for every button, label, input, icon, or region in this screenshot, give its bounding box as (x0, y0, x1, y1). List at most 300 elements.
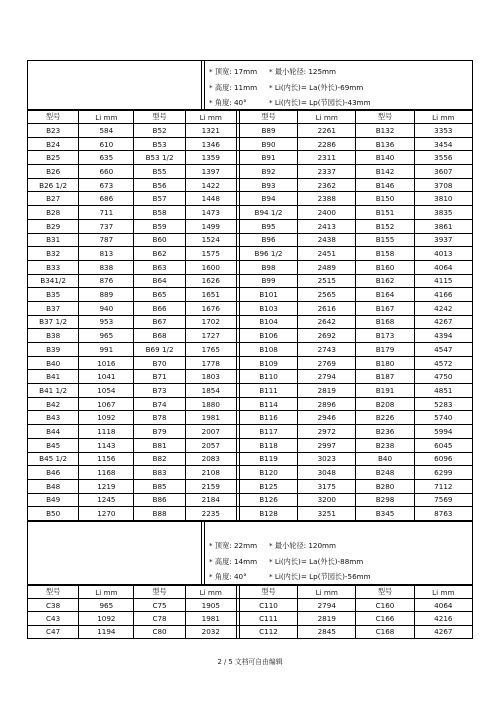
model-cell: B65 (134, 288, 185, 302)
model-cell: B52 (134, 124, 185, 138)
table-row (28, 438, 473, 452)
length-cell: 2692 (298, 329, 356, 343)
model-cell: B109 (239, 356, 297, 370)
model-cell: B25 (28, 151, 79, 165)
table-row (28, 479, 473, 493)
length-cell: 2896 (298, 397, 356, 411)
header-cell: 型号 (28, 586, 79, 599)
length-cell: 4115 (414, 274, 472, 288)
length-cell: 2743 (298, 343, 356, 357)
length-cell: 5283 (414, 397, 472, 411)
model-cell: B110 (239, 370, 297, 384)
model-cell: B44 (28, 425, 79, 439)
length-cell: 4851 (414, 384, 472, 398)
length-cell: 3708 (414, 178, 472, 192)
spec-left: * 高度: 11mm (209, 82, 258, 92)
table-row (28, 612, 473, 625)
header-cell: 型号 (356, 586, 414, 599)
model-cell: B180 (356, 356, 414, 370)
model-cell: B208 (356, 397, 414, 411)
table-row (28, 370, 473, 384)
length-cell: 2108 (185, 466, 236, 480)
length-cell: 1702 (185, 315, 236, 329)
length-cell: 2972 (298, 425, 356, 439)
length-cell: 1448 (185, 192, 236, 206)
model-cell: B59 (134, 219, 185, 233)
spec-line (209, 80, 472, 96)
length-cell: 3353 (414, 124, 472, 138)
model-cell: B86 (134, 493, 185, 507)
length-cell: 1156 (79, 452, 134, 466)
model-cell: B27 (28, 192, 79, 206)
model-cell: B60 (134, 233, 185, 247)
length-cell: 1651 (185, 288, 236, 302)
table-row (28, 247, 473, 261)
model-cell: B160 (356, 260, 414, 274)
length-cell: 889 (79, 288, 134, 302)
length-cell: 1270 (79, 507, 134, 521)
length-cell: 2489 (298, 260, 356, 274)
length-cell: 4216 (414, 612, 472, 625)
model-cell: B167 (356, 301, 414, 315)
length-cell: 584 (79, 124, 134, 138)
model-cell: B24 (28, 137, 79, 151)
model-cell: B136 (356, 137, 414, 151)
length-cell: 1092 (79, 411, 134, 425)
model-cell: B280 (356, 479, 414, 493)
model-cell: B70 (134, 356, 185, 370)
length-cell: 4547 (414, 343, 472, 357)
model-cell: C160 (356, 599, 414, 612)
model-cell: C43 (28, 612, 79, 625)
length-cell: 3835 (414, 206, 472, 220)
model-cell: B79 (134, 425, 185, 439)
model-cell: B69 1/2 (134, 343, 185, 357)
length-cell: 2057 (185, 438, 236, 452)
length-cell: 991 (79, 343, 134, 357)
model-cell: B89 (239, 124, 297, 138)
model-cell: B46 (28, 466, 79, 480)
model-cell: B40 (356, 452, 414, 466)
model-cell: B39 (28, 343, 79, 357)
length-cell: 711 (79, 206, 134, 220)
length-cell: 2642 (298, 315, 356, 329)
model-cell: B66 (134, 301, 185, 315)
length-cell: 838 (79, 260, 134, 274)
table-row (28, 137, 473, 151)
model-cell: B74 (134, 397, 185, 411)
spec-right: * Li(内长)= Lp(节园长)-43mm (269, 98, 371, 107)
spec-right: * 最小轮径: 120mm (269, 541, 337, 550)
section1-belt-table (27, 110, 473, 521)
length-cell: 635 (79, 151, 134, 165)
table-row (28, 124, 473, 138)
length-cell: 1168 (79, 466, 134, 480)
length-cell: 2819 (298, 612, 356, 625)
spec-left: * 高度: 14mm (209, 556, 258, 566)
model-cell: B90 (239, 137, 297, 151)
page-footer: 2 / 5 文档可自由编辑 (217, 658, 283, 666)
length-cell: 1041 (79, 370, 134, 384)
model-cell: B41 1/2 (28, 384, 79, 398)
model-cell: B94 (239, 192, 297, 206)
length-cell: 2007 (185, 425, 236, 439)
header-cell: 型号 (356, 111, 414, 124)
model-cell: B96 1/2 (239, 247, 297, 261)
length-cell: 1676 (185, 301, 236, 315)
length-cell: 3607 (414, 165, 472, 179)
length-cell: 6045 (414, 438, 472, 452)
length-cell: 5994 (414, 425, 472, 439)
header-cell: 型号 (28, 111, 79, 124)
length-cell: 2845 (298, 625, 356, 638)
length-cell: 1765 (185, 343, 236, 357)
length-cell: 3454 (414, 137, 472, 151)
model-cell: B45 (28, 438, 79, 452)
length-cell: 1499 (185, 219, 236, 233)
model-cell: B341/2 (28, 274, 79, 288)
header-cell: 型号 (239, 111, 297, 124)
model-cell: C168 (356, 625, 414, 638)
table-row (28, 233, 473, 247)
spec-line (209, 569, 472, 585)
table-header-row (28, 586, 473, 599)
model-cell: B298 (356, 493, 414, 507)
length-cell: 3175 (298, 479, 356, 493)
length-cell: 2794 (298, 599, 356, 612)
model-cell: C166 (356, 612, 414, 625)
length-cell: 673 (79, 178, 134, 192)
model-cell: B62 (134, 247, 185, 261)
model-cell: B92 (239, 165, 297, 179)
model-cell: B140 (356, 151, 414, 165)
length-cell: 2159 (185, 479, 236, 493)
length-cell: 1092 (79, 612, 134, 625)
model-cell: B53 1/2 (134, 151, 185, 165)
model-cell: B173 (356, 329, 414, 343)
model-cell: B126 (239, 493, 297, 507)
model-cell: B151 (356, 206, 414, 220)
length-cell: 2184 (185, 493, 236, 507)
model-cell: B114 (239, 397, 297, 411)
header-cell: 型号 (134, 111, 185, 124)
length-cell: 1880 (185, 397, 236, 411)
model-cell: B191 (356, 384, 414, 398)
column-divider (201, 522, 205, 584)
model-cell: B88 (134, 507, 185, 521)
spec-line (209, 538, 472, 554)
model-cell: B49 (28, 493, 79, 507)
model-cell: B83 (134, 466, 185, 480)
model-cell: B94 1/2 (239, 206, 297, 220)
length-cell: 1575 (185, 247, 236, 261)
length-cell: 1143 (79, 438, 134, 452)
length-cell: 1600 (185, 260, 236, 274)
spec-left: * 角度: 40° (209, 98, 247, 107)
model-cell: B179 (356, 343, 414, 357)
length-cell: 2032 (185, 625, 236, 638)
model-cell: B32 (28, 247, 79, 261)
model-cell: B95 (239, 219, 297, 233)
length-cell: 1245 (79, 493, 134, 507)
header-cell: Li mm (79, 586, 134, 599)
length-cell: 3810 (414, 192, 472, 206)
model-cell: B56 (134, 178, 185, 192)
model-cell: B150 (356, 192, 414, 206)
length-cell: 2819 (298, 384, 356, 398)
length-cell: 2794 (298, 370, 356, 384)
column-divider (201, 61, 205, 109)
length-cell: 1981 (185, 411, 236, 425)
table-row (28, 260, 473, 274)
model-cell: B118 (239, 438, 297, 452)
length-cell: 2413 (298, 219, 356, 233)
length-cell: 2997 (298, 438, 356, 452)
table-row (28, 452, 473, 466)
table-row (28, 192, 473, 206)
spec-right: * Li(内长)= La(外长)-69mm (269, 82, 364, 92)
model-cell: B48 (28, 479, 79, 493)
table-row (28, 151, 473, 165)
model-cell: B43 (28, 411, 79, 425)
model-cell: B119 (239, 452, 297, 466)
length-cell: 8763 (414, 507, 472, 521)
model-cell: B146 (356, 178, 414, 192)
length-cell: 953 (79, 315, 134, 329)
model-cell: B67 (134, 315, 185, 329)
model-cell: B226 (356, 411, 414, 425)
model-cell: B187 (356, 370, 414, 384)
model-cell: B248 (356, 466, 414, 480)
model-cell: C80 (134, 625, 185, 638)
model-cell: C75 (134, 599, 185, 612)
model-cell: B85 (134, 479, 185, 493)
model-cell: B91 (239, 151, 297, 165)
header-cell: 型号 (134, 586, 185, 599)
spec-right: * Li(内长)= La(外长)-88mm (269, 556, 364, 566)
length-cell: 1803 (185, 370, 236, 384)
model-cell: B37 (28, 301, 79, 315)
table-row (28, 206, 473, 220)
model-cell: B63 (134, 260, 185, 274)
model-cell: B33 (28, 260, 79, 274)
spec-line (209, 95, 472, 111)
length-cell: 7112 (414, 479, 472, 493)
table-row (28, 329, 473, 343)
model-cell: B26 1/2 (28, 178, 79, 192)
length-cell: 1422 (185, 178, 236, 192)
model-cell: B345 (356, 507, 414, 521)
model-cell: B82 (134, 452, 185, 466)
table-row (28, 466, 473, 480)
length-cell: 4394 (414, 329, 472, 343)
model-cell: B64 (134, 274, 185, 288)
header-cell: Li mm (185, 111, 236, 124)
table-row (28, 274, 473, 288)
model-cell: B81 (134, 438, 185, 452)
length-cell: 787 (79, 233, 134, 247)
model-cell: B99 (239, 274, 297, 288)
length-cell: 1194 (79, 625, 134, 638)
model-cell: B152 (356, 219, 414, 233)
length-cell: 2362 (298, 178, 356, 192)
model-cell: C38 (28, 599, 79, 612)
header-cell: Li mm (79, 111, 134, 124)
header-cell: Li mm (185, 586, 236, 599)
length-cell: 3023 (298, 452, 356, 466)
length-cell: 1346 (185, 137, 236, 151)
table-row (28, 507, 473, 521)
length-cell: 5740 (414, 411, 472, 425)
model-cell: B168 (356, 315, 414, 329)
section2-specs (209, 538, 472, 585)
table-row (28, 625, 473, 638)
length-cell: 7569 (414, 493, 472, 507)
length-cell: 3556 (414, 151, 472, 165)
model-cell: B40 (28, 356, 79, 370)
length-cell: 2946 (298, 411, 356, 425)
length-cell: 2286 (298, 137, 356, 151)
length-cell: 4064 (414, 260, 472, 274)
model-cell: C110 (239, 599, 297, 612)
length-cell: 1524 (185, 233, 236, 247)
length-cell: 1778 (185, 356, 236, 370)
table-row (28, 425, 473, 439)
model-cell: B120 (239, 466, 297, 480)
length-cell: 1359 (185, 151, 236, 165)
length-cell: 737 (79, 219, 134, 233)
length-cell: 4267 (414, 315, 472, 329)
length-cell: 3048 (298, 466, 356, 480)
table-row (28, 411, 473, 425)
table-row (28, 301, 473, 315)
length-cell: 2515 (298, 274, 356, 288)
length-cell: 2565 (298, 288, 356, 302)
model-cell: B35 (28, 288, 79, 302)
model-cell: B57 (134, 192, 185, 206)
section2-belt-table (27, 585, 473, 639)
length-cell: 2261 (298, 124, 356, 138)
length-cell: 965 (79, 329, 134, 343)
model-cell: B29 (28, 219, 79, 233)
section1-spec-header (27, 60, 473, 110)
length-cell: 4166 (414, 288, 472, 302)
length-cell: 1727 (185, 329, 236, 343)
length-cell: 686 (79, 192, 134, 206)
table-row (28, 288, 473, 302)
model-cell: B93 (239, 178, 297, 192)
length-cell: 2311 (298, 151, 356, 165)
model-cell: B23 (28, 124, 79, 138)
spec-right: * 最小轮径: 125mm (269, 67, 337, 76)
length-cell: 2235 (185, 507, 236, 521)
table-row (28, 599, 473, 612)
length-cell: 4750 (414, 370, 472, 384)
model-cell: B96 (239, 233, 297, 247)
length-cell: 2337 (298, 165, 356, 179)
length-cell: 6299 (414, 466, 472, 480)
length-cell: 940 (79, 301, 134, 315)
length-cell: 1016 (79, 356, 134, 370)
model-cell: C47 (28, 625, 79, 638)
model-cell: C111 (239, 612, 297, 625)
model-cell: B55 (134, 165, 185, 179)
table-row (28, 356, 473, 370)
header-cell: Li mm (414, 586, 472, 599)
model-cell: B117 (239, 425, 297, 439)
length-cell: 1473 (185, 206, 236, 220)
model-cell: B164 (356, 288, 414, 302)
model-cell: B28 (28, 206, 79, 220)
spec-right: * Li(内长)= Lp(节园长)-56mm (269, 572, 371, 581)
model-cell: B53 (134, 137, 185, 151)
length-cell: 660 (79, 165, 134, 179)
table-header-row (28, 111, 473, 124)
model-cell: B162 (356, 274, 414, 288)
length-cell: 3861 (414, 219, 472, 233)
table-row (28, 178, 473, 192)
length-cell: 1397 (185, 165, 236, 179)
header-cell: Li mm (298, 111, 356, 124)
length-cell: 3251 (298, 507, 356, 521)
header-cell: Li mm (414, 111, 472, 124)
length-cell: 6096 (414, 452, 472, 466)
model-cell: C78 (134, 612, 185, 625)
model-cell: B31 (28, 233, 79, 247)
model-cell: B37 1/2 (28, 315, 79, 329)
length-cell: 4242 (414, 301, 472, 315)
model-cell: B103 (239, 301, 297, 315)
table-row (28, 343, 473, 357)
model-cell: C112 (239, 625, 297, 638)
model-cell: B58 (134, 206, 185, 220)
length-cell: 1905 (185, 599, 236, 612)
length-cell: 2438 (298, 233, 356, 247)
model-cell: B111 (239, 384, 297, 398)
length-cell: 4064 (414, 599, 472, 612)
model-cell: B42 (28, 397, 79, 411)
spec-left: * 顶宽: 17mm (209, 67, 258, 76)
model-cell: B128 (239, 507, 297, 521)
table-row (28, 384, 473, 398)
length-cell: 2451 (298, 247, 356, 261)
length-cell: 965 (79, 599, 134, 612)
length-cell: 1626 (185, 274, 236, 288)
length-cell: 1054 (79, 384, 134, 398)
model-cell: B132 (356, 124, 414, 138)
model-cell: B125 (239, 479, 297, 493)
model-cell: B108 (239, 343, 297, 357)
model-cell: B38 (28, 329, 79, 343)
length-cell: 4267 (414, 625, 472, 638)
model-cell: B116 (239, 411, 297, 425)
section1-specs (209, 64, 472, 111)
model-cell: B98 (239, 260, 297, 274)
length-cell: 2083 (185, 452, 236, 466)
length-cell: 4572 (414, 356, 472, 370)
length-cell: 876 (79, 274, 134, 288)
length-cell: 2388 (298, 192, 356, 206)
length-cell: 4013 (414, 247, 472, 261)
spec-left: * 顶宽: 22mm (209, 541, 258, 550)
model-cell: B155 (356, 233, 414, 247)
model-cell: B78 (134, 411, 185, 425)
spec-line (209, 554, 472, 570)
table-row (28, 315, 473, 329)
model-cell: B50 (28, 507, 79, 521)
model-cell: B104 (239, 315, 297, 329)
length-cell: 1321 (185, 124, 236, 138)
